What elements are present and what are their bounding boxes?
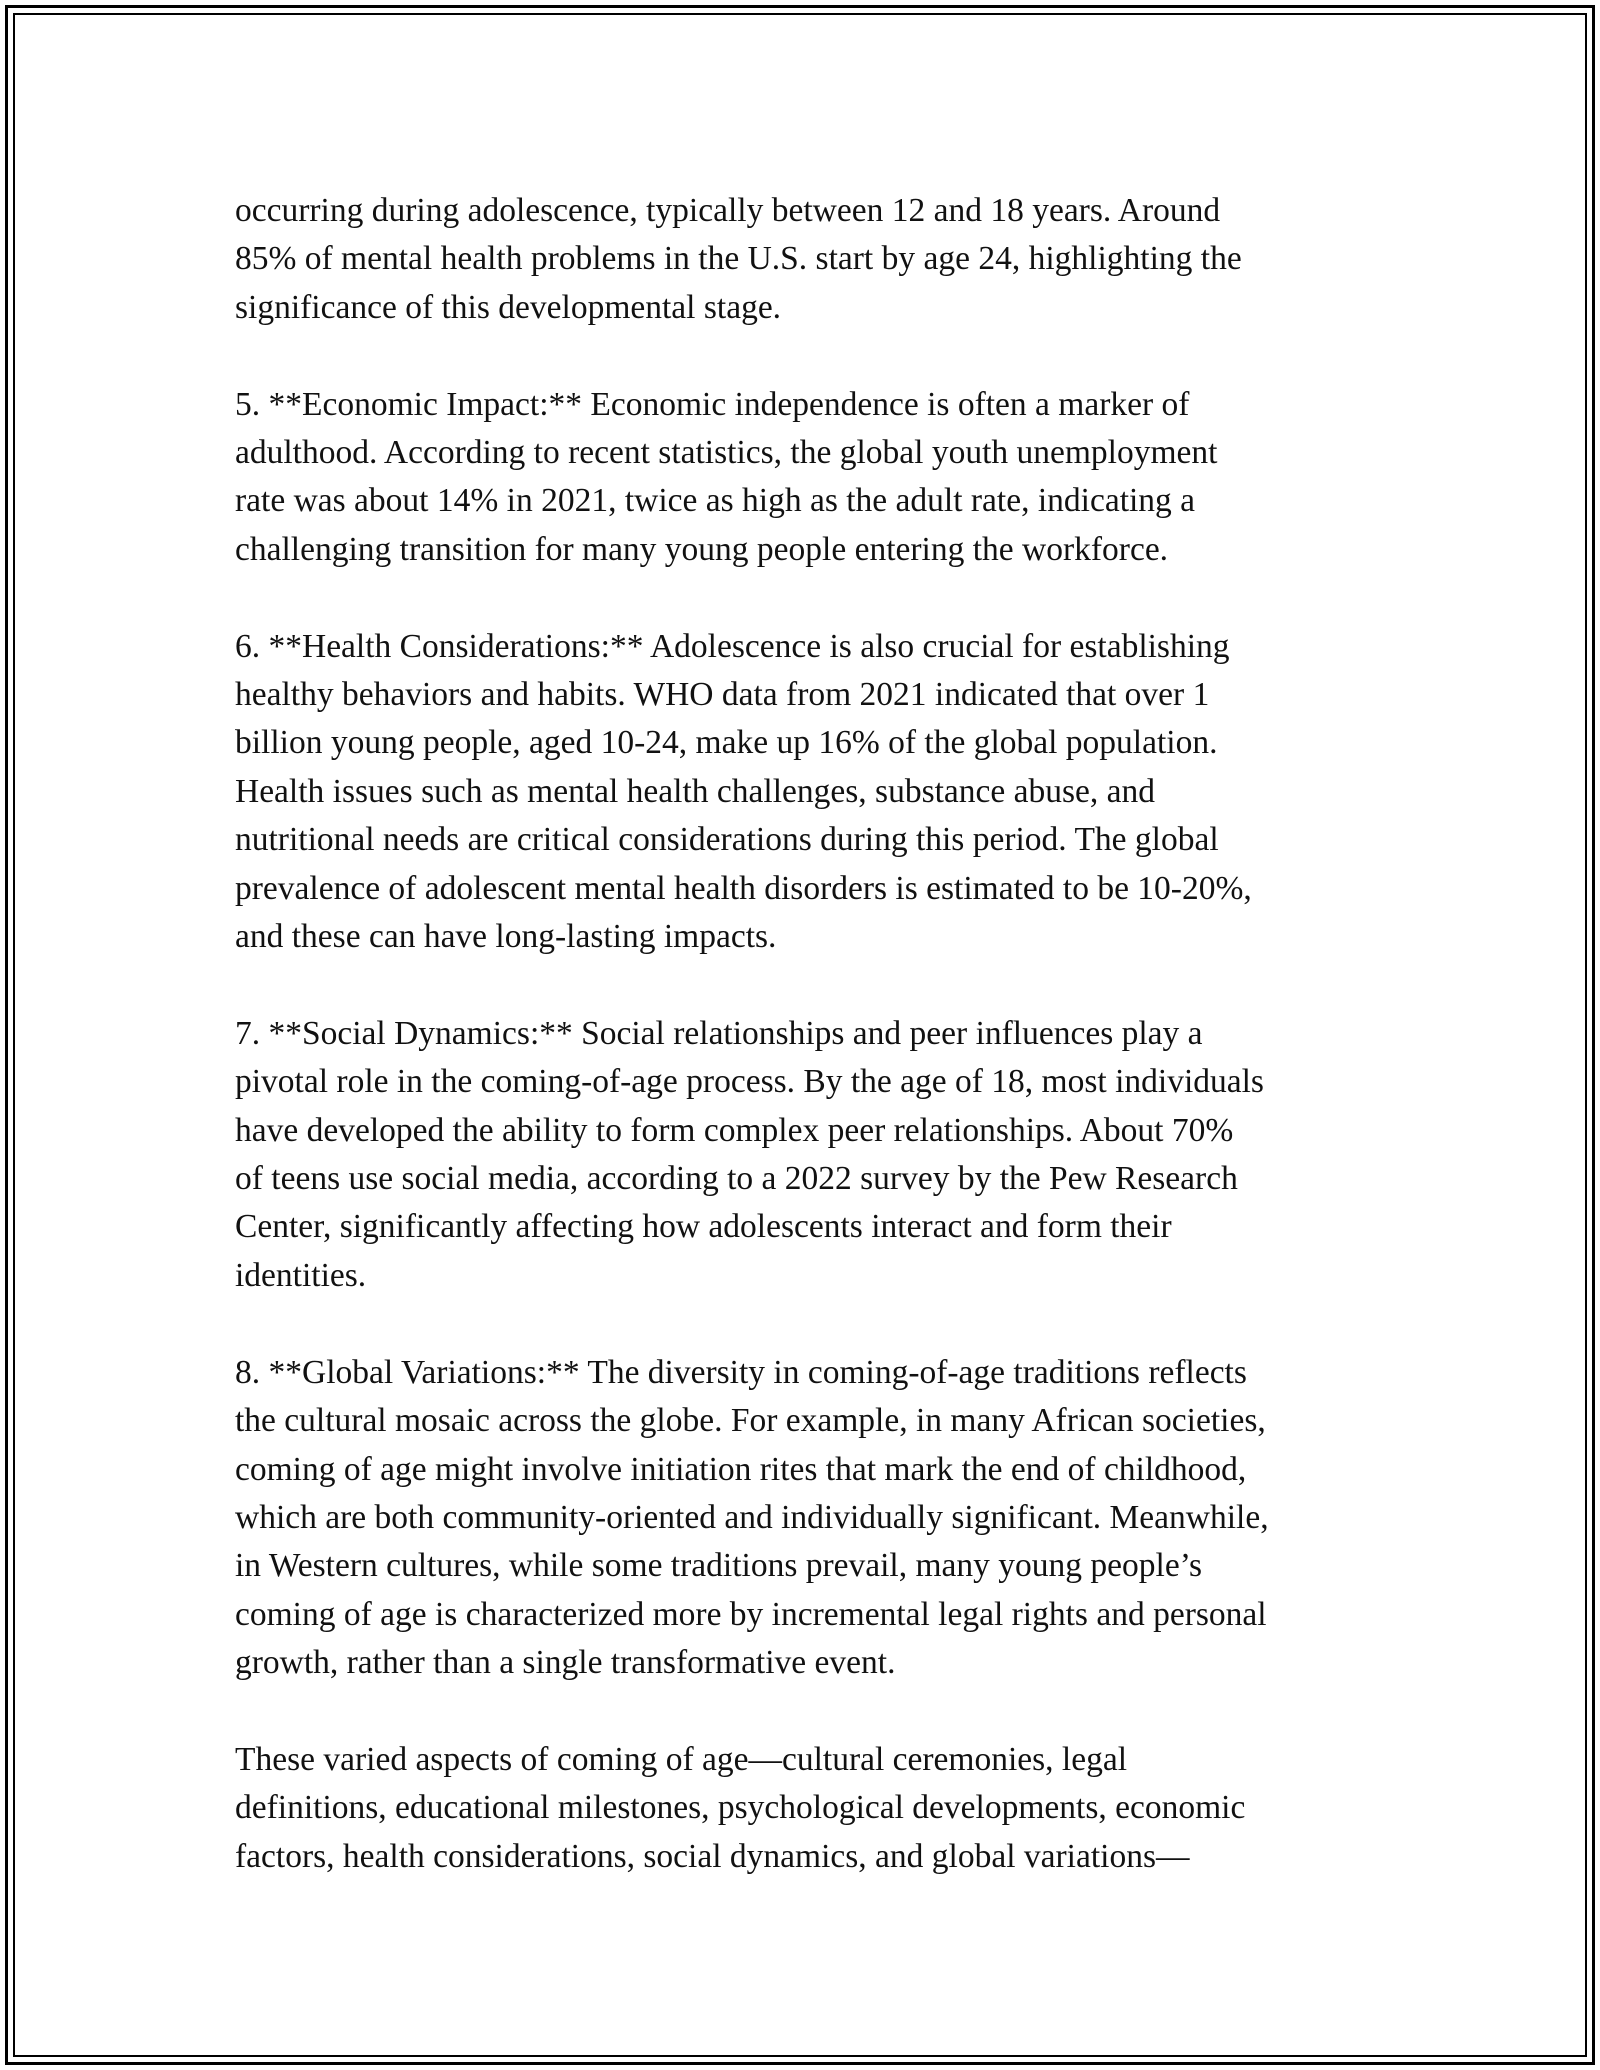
text-line: 7. **Social Dynamics:** Social relationships and peer influences play a — [235, 1014, 1203, 1052]
text-line: of teens use social media, according to a 2022 survey by the Pew Research — [235, 1160, 1238, 1198]
text-line: growth, rather than a single transformative event. — [235, 1644, 896, 1682]
text-line: 5. **Economic Impact:** Economic independence is often a marker of — [235, 385, 1190, 423]
text-line: definitions, educational milestones, psychological developments, economic — [235, 1789, 1246, 1827]
text-line: 8. **Global Variations:** The diversity in coming-of-age traditions reflects — [235, 1353, 1247, 1391]
text-line: nutritional needs are critical considerations during this period. The global — [235, 821, 1219, 859]
text-line: and these can have long-lasting impacts. — [235, 918, 777, 956]
text-line: prevalence of adolescent mental health disorders is estimated to be 10-20%, — [235, 869, 1252, 907]
document-body — [235, 187, 1375, 1930]
text-line: rate was about 14% in 2021, twice as high as the adult rate, indicating a — [235, 482, 1196, 520]
paragraph-social-dynamics — [235, 1010, 1375, 1300]
text-line: pivotal role in the coming-of-age process. By the age of 18, most individuals — [235, 1063, 1264, 1101]
text-line: occurring during adolescence, typically between 12 and 18 years. Around — [235, 192, 1221, 229]
text-line: factors, health considerations, social dynamics, and global variations— — [235, 1837, 1190, 1875]
text-line: coming of age might involve initiation rites that mark the end of childhood, — [235, 1450, 1247, 1488]
text-line: challenging transition for many young people entering the workforce. — [235, 530, 1169, 568]
text-line: Health issues such as mental health challenges, substance abuse, and — [235, 772, 1156, 810]
text-line: the cultural mosaic across the globe. For example, in many African societies, — [235, 1402, 1266, 1440]
text-line: coming of age is characterized more by incremental legal rights and personal — [235, 1595, 1267, 1633]
text-line: Center, significantly affecting how adolescents interact and form their — [235, 1208, 1172, 1246]
paragraph-health-considerations — [235, 623, 1375, 962]
paragraph-continuation — [235, 187, 1375, 332]
paragraph-global-variations — [235, 1349, 1375, 1688]
text-line: These varied aspects of coming of age—cultural ceremonies, legal — [235, 1740, 1128, 1778]
text-line: adulthood. According to recent statistics, the global youth unemployment — [235, 434, 1218, 472]
text-line: which are both community-oriented and individually significant. Meanwhile, — [235, 1498, 1269, 1536]
text-line: 85% of mental health problems in the U.S. start by age 24, highlighting the — [235, 240, 1242, 278]
text-line: 6. **Health Considerations:** Adolescence is also crucial for establishing — [235, 627, 1230, 665]
text-line: significance of this developmental stage. — [235, 288, 782, 326]
text-line: billion young people, aged 10-24, make up 16% of the global population. — [235, 724, 1218, 762]
text-line: have developed the ability to form complex peer relationships. About 70% — [235, 1111, 1234, 1149]
paragraph-economic-impact — [235, 381, 1375, 575]
text-line: identities. — [235, 1256, 367, 1294]
text-line: in Western cultures, while some traditions prevail, many young people’s — [235, 1547, 1203, 1585]
text-line: healthy behaviors and habits. WHO data from 2021 indicated that over 1 — [235, 676, 1210, 714]
paragraph-summary — [235, 1736, 1375, 1881]
